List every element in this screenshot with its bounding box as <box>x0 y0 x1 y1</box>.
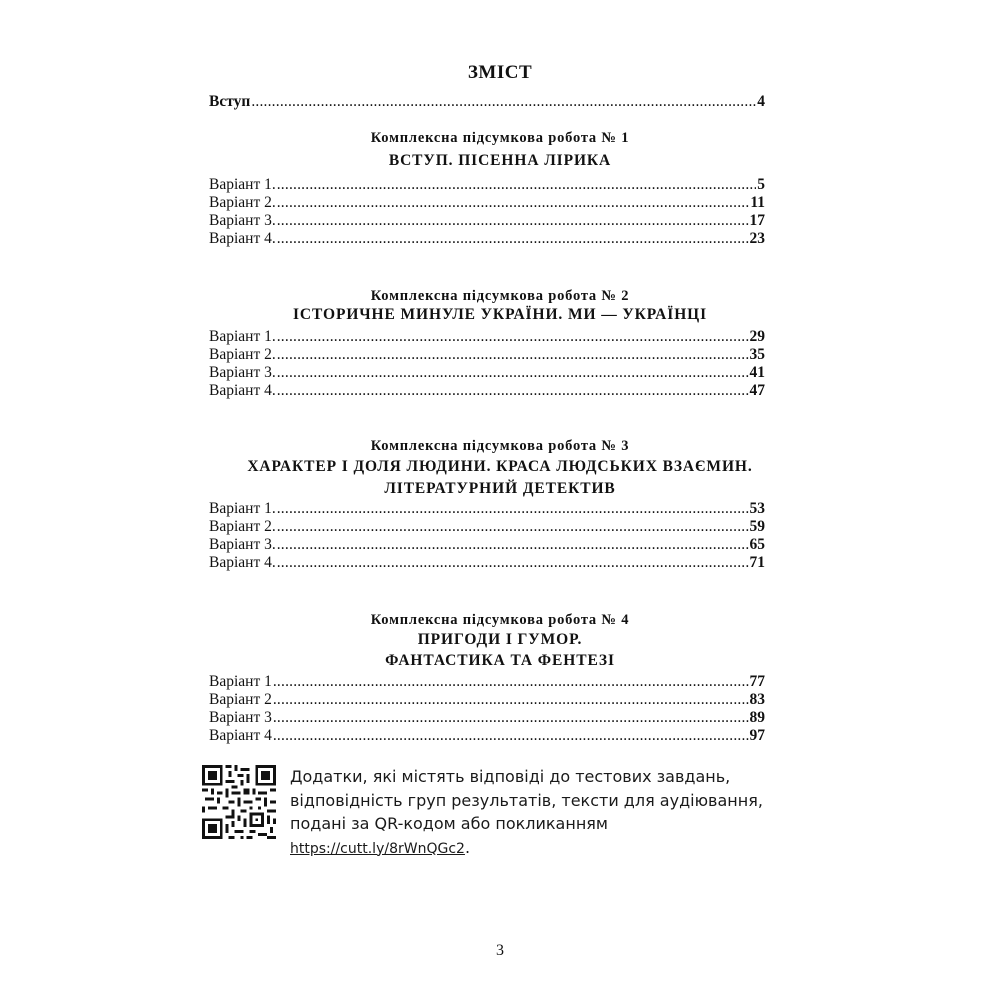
toc-entry[interactable] <box>209 517 765 536</box>
leader-dots <box>277 193 750 212</box>
leader-dots <box>273 672 749 691</box>
toc-entry[interactable] <box>209 175 765 194</box>
leader-dots <box>277 517 749 536</box>
section-title: ЛІТЕРАТУРНИЙ ДЕТЕКТИВ <box>384 480 616 497</box>
leader-dots <box>277 381 749 400</box>
toc-entry-page: 35 <box>749 346 765 363</box>
toc-entry-page: 41 <box>749 364 765 381</box>
section-title: ПРИГОДИ І ГУМОР. <box>417 631 583 648</box>
section-title: ХАРАКТЕР І ДОЛЯ ЛЮДИНИ. КРАСА ЛЮДСЬКИХ ВЗАЄМИН. <box>247 458 753 475</box>
leader-dots <box>277 175 757 194</box>
toc-entry-label: Варіант 3. <box>209 536 276 553</box>
toc-entry[interactable] <box>209 672 765 691</box>
note-line: відповідність груп результатів, тексти для аудіювання, <box>290 790 763 810</box>
toc-entry-page: 77 <box>749 673 765 690</box>
section-title: ВСТУП. ПІСЕННА ЛІРИКА <box>388 152 612 169</box>
toc-entry-page: 71 <box>749 554 765 571</box>
toc-entry-intro[interactable] <box>209 92 765 111</box>
toc-entry-label: Варіант 2. <box>209 194 276 211</box>
page-title: ЗМІСТ <box>467 62 533 83</box>
toc-entry-label: Варіант 3. <box>209 212 276 229</box>
toc-entry-label: Варіант 2 <box>209 691 272 708</box>
leader-dots <box>277 535 749 554</box>
toc-entry[interactable] <box>209 553 765 572</box>
leader-dots <box>277 345 749 364</box>
toc-entry[interactable] <box>209 345 765 364</box>
toc-entry[interactable] <box>209 381 765 400</box>
section-heading: Комплексна підсумкова робота № 2 <box>370 288 630 304</box>
toc-entry-page: 59 <box>749 518 765 535</box>
toc-entry[interactable] <box>209 726 765 745</box>
toc-entry[interactable] <box>209 327 765 346</box>
appendix-note <box>290 765 810 861</box>
section-heading: Комплексна підсумкова робота № 1 <box>370 130 630 146</box>
qr-code-icon[interactable] <box>202 765 276 839</box>
toc-entry-page: 47 <box>749 382 765 399</box>
toc-entry-label: Варіант 4 <box>209 727 272 744</box>
note-line: Додатки, які містять відповіді до тестових завдань, <box>290 767 731 786</box>
leader-dots <box>273 708 749 727</box>
leader-dots <box>251 92 756 111</box>
appendix-link[interactable]: https://cutt.ly/8rWnQGc2 <box>290 840 465 857</box>
page-number: 3 <box>496 942 504 959</box>
toc-entry-page: 97 <box>749 727 765 744</box>
toc-entry-page: 89 <box>749 709 765 726</box>
toc-entry-label: Варіант 4. <box>209 554 276 571</box>
section-heading: Комплексна підсумкова робота № 4 <box>370 612 630 628</box>
toc-entry[interactable] <box>209 229 765 248</box>
leader-dots <box>273 690 749 709</box>
toc-entry-page: 5 <box>757 176 765 193</box>
toc-entry-label: Варіант 4. <box>209 230 276 247</box>
toc-entry-page: 4 <box>757 93 765 110</box>
toc-entry-page: 17 <box>749 212 765 229</box>
toc-entry-label: Варіант 2. <box>209 518 276 535</box>
toc-entry-label: Варіант 1. <box>209 176 276 193</box>
toc-entry-label: Варіант 3. <box>209 364 276 381</box>
toc-entry[interactable] <box>209 499 765 518</box>
toc-entry[interactable] <box>209 535 765 554</box>
leader-dots <box>277 499 749 518</box>
toc-entry-page: 23 <box>749 230 765 247</box>
toc-entry-label: Варіант 1. <box>209 328 276 345</box>
leader-dots <box>277 211 749 230</box>
toc-entry-label: Варіант 2. <box>209 346 276 363</box>
toc-entry-label: Варіант 3 <box>209 709 272 726</box>
leader-dots <box>277 229 749 248</box>
section-heading: Комплексна підсумкова робота № 3 <box>370 438 630 454</box>
note-link-line <box>290 836 810 862</box>
toc-entry-label: Варіант 1 <box>209 673 272 690</box>
note-line: подані за QR-кодом або покликанням <box>290 814 608 833</box>
toc-entry-page: 11 <box>750 194 765 211</box>
leader-dots <box>277 553 749 572</box>
toc-entry-label: Варіант 4. <box>209 382 276 399</box>
leader-dots <box>273 726 749 745</box>
section-title: ФАНТАСТИКА ТА ФЕНТЕЗІ <box>385 652 615 669</box>
toc-entry-page: 83 <box>749 691 765 708</box>
toc-entry[interactable] <box>209 363 765 382</box>
toc-entry[interactable] <box>209 211 765 230</box>
toc-entry-page: 29 <box>749 328 765 345</box>
toc-entry-page: 53 <box>749 500 765 517</box>
toc-entry[interactable] <box>209 193 765 212</box>
section-title: ІСТОРИЧНЕ МИНУЛЕ УКРАЇНИ. МИ — УКРАЇНЦІ <box>292 306 708 323</box>
toc-entry[interactable] <box>209 690 765 709</box>
toc-entry-label: Вступ <box>209 93 251 110</box>
toc-entry[interactable] <box>209 708 765 727</box>
leader-dots <box>277 327 749 346</box>
toc-entry-page: 65 <box>749 536 765 553</box>
link-suffix: . <box>464 837 471 857</box>
leader-dots <box>277 363 749 382</box>
toc-entry-label: Варіант 1. <box>209 500 276 517</box>
